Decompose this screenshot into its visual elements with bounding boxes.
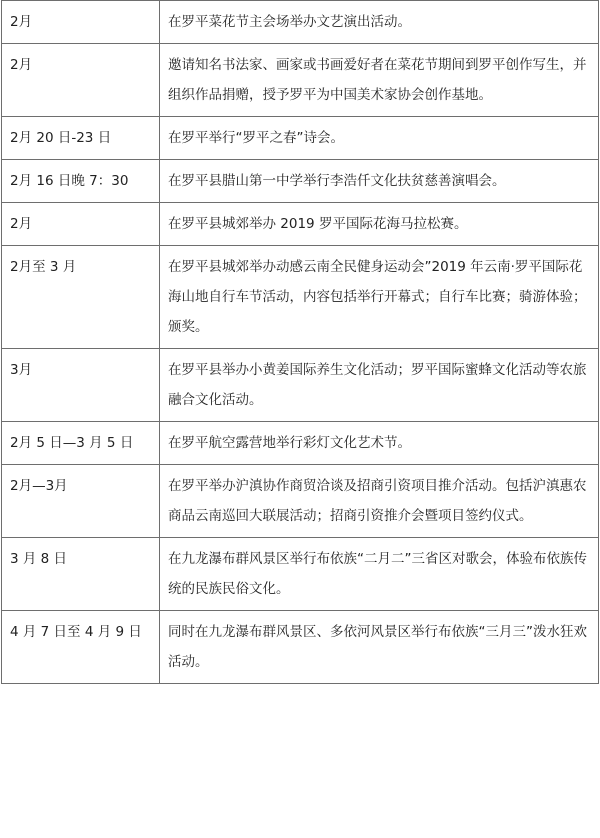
table-row	[2, 246, 599, 349]
table-row	[2, 465, 599, 538]
event-date: 3 月 8 日	[2, 538, 160, 611]
event-schedule-table	[1, 0, 599, 684]
event-description: 在九龙瀑布群风景区举行布依族“二月二”三省区对歌会，体验布依族传统的民族民俗文化。	[160, 538, 599, 611]
table-row	[2, 203, 599, 246]
event-date: 2月	[2, 203, 160, 246]
table-row	[2, 611, 599, 684]
event-description: 邀请知名书法家、画家或书画爱好者在菜花节期间到罗平创作写生，并组织作品捐赠，授予罗平为中国美术家协会创作基地。	[160, 44, 599, 117]
table-row	[2, 160, 599, 203]
table-row	[2, 422, 599, 465]
event-date: 4 月 7 日至 4 月 9 日	[2, 611, 160, 684]
event-date: 2月 16 日晚 7：30	[2, 160, 160, 203]
table-row	[2, 349, 599, 422]
event-description: 在罗平举行“罗平之春”诗会。	[160, 117, 599, 160]
event-description: 在罗平县城郊举办 2019 罗平国际花海马拉松赛。	[160, 203, 599, 246]
event-description: 在罗平县举办小黄姜国际养生文化活动；罗平国际蜜蜂文化活动等农旅融合文化活动。	[160, 349, 599, 422]
event-date: 2月	[2, 44, 160, 117]
table-row	[2, 538, 599, 611]
event-date: 2月至 3 月	[2, 246, 160, 349]
event-date: 2月 20 日-23 日	[2, 117, 160, 160]
event-description: 在罗平举办沪滇协作商贸洽谈及招商引资项目推介活动。包括沪滇惠农商品云南巡回大联展活动；招商引资推介会暨项目签约仪式。	[160, 465, 599, 538]
event-date: 2月—3月	[2, 465, 160, 538]
event-date: 2月	[2, 1, 160, 44]
event-description: 同时在九龙瀑布群风景区、多依河风景区举行布依族“三月三”泼水狂欢活动。	[160, 611, 599, 684]
event-description: 在罗平菜花节主会场举办文艺演出活动。	[160, 1, 599, 44]
event-description: 在罗平航空露营地举行彩灯文化艺术节。	[160, 422, 599, 465]
event-date: 3月	[2, 349, 160, 422]
table-row	[2, 1, 599, 44]
event-description: 在罗平县腊山第一中学举行李浩仟文化扶贫慈善演唱会。	[160, 160, 599, 203]
event-date: 2月 5 日—3 月 5 日	[2, 422, 160, 465]
table-row	[2, 117, 599, 160]
event-description: 在罗平县城郊举办动感云南全民健身运动会”2019 年云南·罗平国际花海山地自行车节活动，内容包括举行开幕式；自行车比赛；骑游体验；颁奖。	[160, 246, 599, 349]
table-row	[2, 44, 599, 117]
